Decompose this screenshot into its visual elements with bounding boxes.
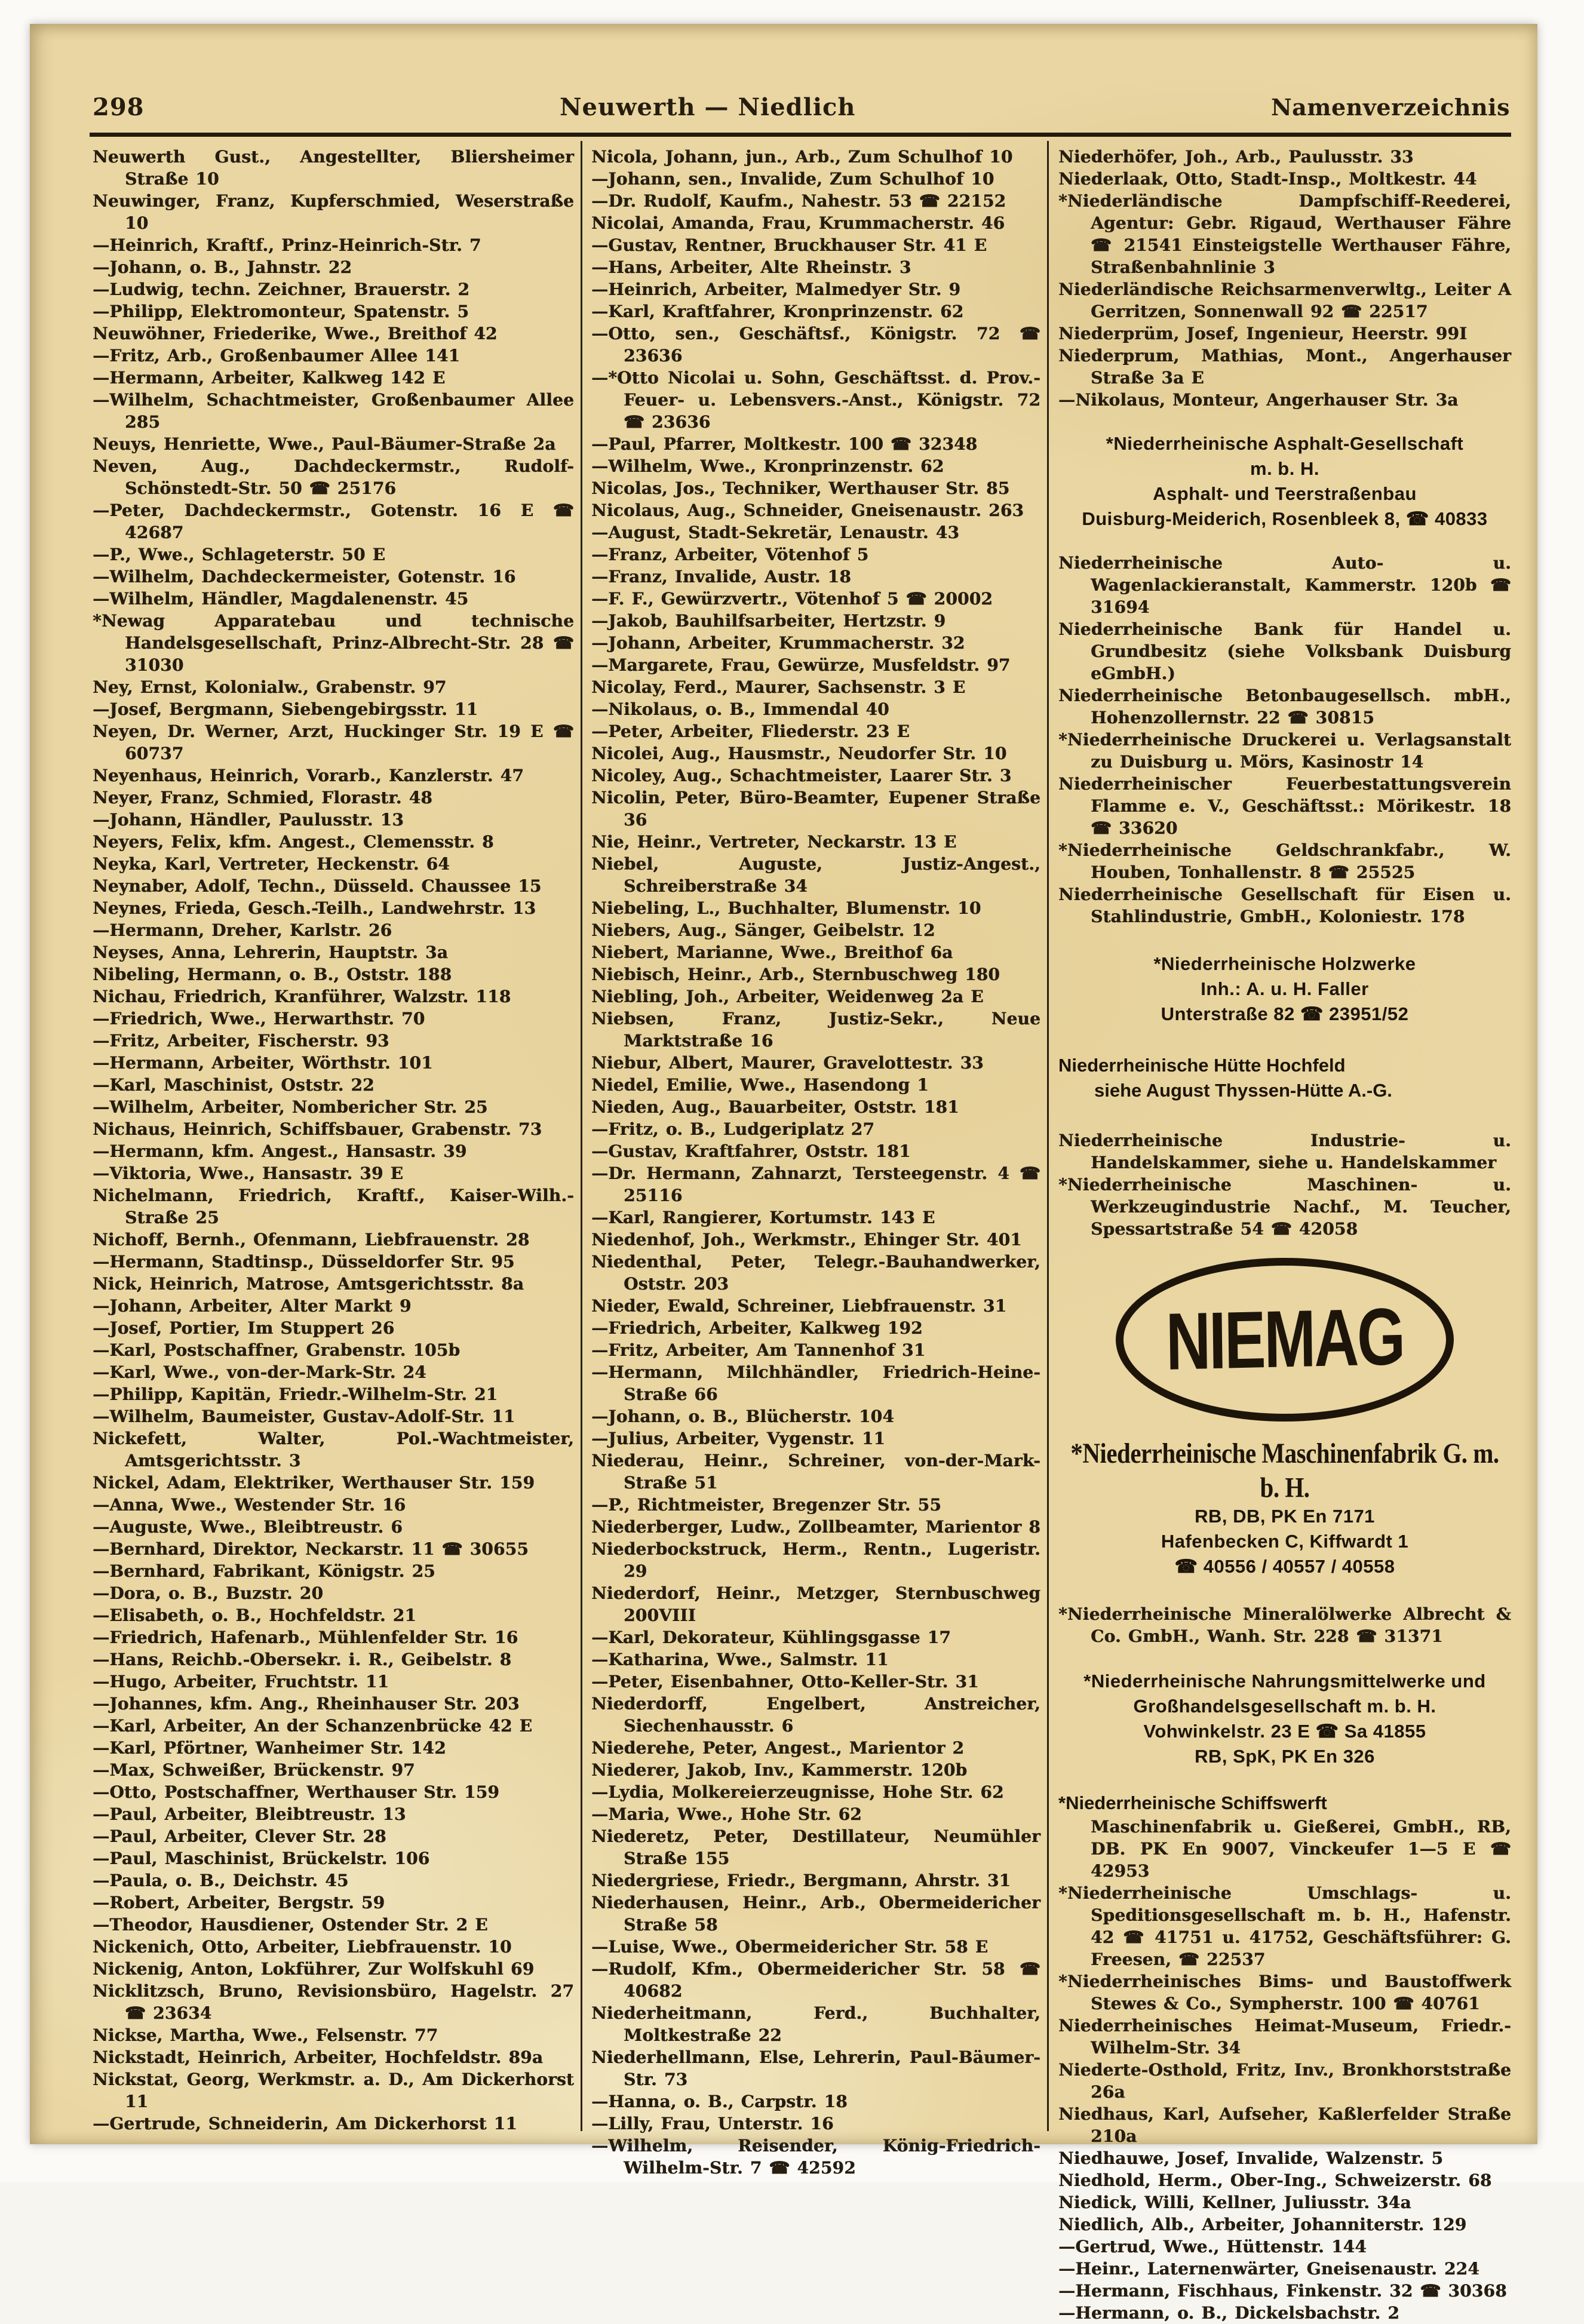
directory-entry: Neuwinger, Franz, Kupferschmied, Weserstraße 10 <box>93 191 574 233</box>
directory-entry: —Johann, Arbeiter, Krummacherstr. 32 <box>591 633 965 653</box>
directory-entry: —Gertrude, Schneiderin, Am Dickerhorst 11 <box>93 2114 517 2133</box>
ad-block-line: Unterstraße 82 ☎ 23951/52 <box>1161 1003 1409 1024</box>
spacer <box>1058 411 1511 431</box>
directory-entry: Neynes, Frieda, Gesch.-Teilh., Landwehrstr. 13 <box>93 898 536 918</box>
directory-entry: Niederrheinische Bank für Handel u. Grundbesitz (siehe Volksbank Duisburg eGmbH.) <box>1058 619 1511 683</box>
directory-entry: Nie, Heinr., Vertreter, Neckarstr. 13 E <box>591 832 957 852</box>
directory-entry: Neynaber, Adolf, Techn., Düsseld. Chaussee 15 <box>93 876 542 896</box>
ad-block <box>1058 1669 1511 1769</box>
directory-entry: —Paul, Arbeiter, Bleibtreustr. 13 <box>93 1804 406 1824</box>
directory-entry: Nicolaus, Aug., Schneider, Gneisenaustr. 263 <box>591 501 1024 520</box>
directory-entry: —Dora, o. B., Buzstr. 20 <box>93 1583 324 1603</box>
ad-block <box>1058 1053 1511 1103</box>
spacer <box>1058 1579 1511 1603</box>
ad-block-line: siehe August Thyssen-Hütte A.-G. <box>1094 1080 1392 1101</box>
directory-entry: Niederhöfer, Joh., Arb., Paulusstr. 33 <box>1058 147 1414 167</box>
directory-entry: Niedenhof, Joh., Werkmstr., Ehinger Str. 401 <box>591 1230 1022 1250</box>
directory-entry: Nickse, Martha, Wwe., Felsenstr. 77 <box>93 2025 438 2045</box>
directory-entry: Niederrheinische Betonbaugesellsch. mbH., Hohenzollernstr. 22 ☎ 30815 <box>1058 686 1511 727</box>
directory-column-2 <box>591 146 1040 2179</box>
directory-entry: —P., Richtmeister, Bregenzer Str. 55 <box>591 1495 941 1515</box>
spacer <box>1058 1769 1511 1791</box>
directory-entry: —Hermann, Dreher, Karlstr. 26 <box>93 920 392 940</box>
directory-entry: Nickefett, Walter, Pol.-Wachtmeister, Amtsgerichtsstr. 3 <box>93 1429 574 1470</box>
directory-entry: *Niederländische Dampfschiff-Reederei, Agentur: Gebr. Rigaud, Werthauser Fähre ☎ 21541 Einsteigstelle Werthauser Fähre, Straßenbahnlinie 3 <box>1058 191 1511 277</box>
directory-entry: Neyka, Karl, Vertreter, Heckenstr. 64 <box>93 854 450 874</box>
ad-block-line: RB, DB, PK En 7171 <box>1195 1506 1375 1527</box>
directory-entry: —Karl, Dekorateur, Kühlingsgasse 17 <box>591 1628 951 1647</box>
directory-entry: Nick, Heinrich, Matrose, Amtsgerichtsstr. 8a <box>93 1274 524 1294</box>
directory-entry: Niedlich, Alb., Arbeiter, Johanniterstr. 129 <box>1058 2215 1467 2234</box>
directory-entry: —Karl, Wwe., von-der-Mark-Str. 24 <box>93 1362 426 1382</box>
page-header <box>93 93 1510 124</box>
directory-entry: Neuwerth Gust., Angestellter, Bliersheimer Straße 10 <box>93 147 574 189</box>
directory-entry: —Karl, Arbeiter, An der Schanzenbrücke 42 E <box>93 1716 533 1736</box>
header-section-label: Namenverzeichnis <box>1270 94 1510 121</box>
directory-entry: —Peter, Arbeiter, Fliederstr. 23 E <box>591 722 910 741</box>
directory-entry: —Rudolf, Kfm., Obermeidericher Str. 58 ☎ 40682 <box>591 1959 1040 2001</box>
spacer <box>1058 1425 1511 1436</box>
directory-entry: —Theodor, Hausdiener, Ostender Str. 2 E <box>93 1915 488 1935</box>
directory-entry: —Dr. Rudolf, Kaufm., Nahestr. 53 ☎ 22152 <box>591 191 1006 211</box>
directory-entry: —Karl, Maschinist, Oststr. 22 <box>93 1075 374 1095</box>
directory-entry: —Wilhelm, Reisender, König-Friedrich-Wilhelm-Str. 7 ☎ 42592 <box>591 2136 1040 2178</box>
directory-entry: Nickenich, Otto, Arbeiter, Liebfrauenstr. 10 <box>93 1937 512 1957</box>
directory-entry: Niebisch, Heinr., Arb., Sternbuschweg 180 <box>591 965 1000 984</box>
directory-entry: *Niederrheinische Umschlags- u. Speditionsgesellschaft m. b. H., Hafenstr. 42 ☎ 41751 u. 41752, Geschäftsführer: G. Freesen, ☎ 22537 <box>1058 1883 1511 1969</box>
directory-entry: —August, Stadt-Sekretär, Lenaustr. 43 <box>591 523 960 542</box>
directory-entry: *Niederrheinische Druckerei u. Verlagsanstalt zu Duisburg u. Mörs, Kasinostr 14 <box>1058 730 1511 772</box>
directory-entry: —Karl, Postschaffner, Grabenstr. 105b <box>93 1340 461 1360</box>
ad-block-line: *Niederrheinische Holzwerke <box>1153 953 1416 974</box>
directory-entry: Niedergriese, Friedr., Bergmann, Ahrstr. 31 <box>591 1871 1011 1890</box>
directory-entry: —Heinrich, Arbeiter, Malmedyer Str. 9 <box>591 280 961 299</box>
directory-entry: —Katharina, Wwe., Salmstr. 11 <box>591 1650 889 1669</box>
directory-entry: —Elisabeth, o. B., Hochfeldstr. 21 <box>93 1605 417 1625</box>
directory-entry: —P., Wwe., Schlageterstr. 50 E <box>93 545 385 564</box>
directory-entry: —Peter, Eisenbahner, Otto-Keller-Str. 31 <box>591 1672 979 1691</box>
directory-entry: Neyen, Dr. Werner, Arzt, Huckinger Str. 19 E ☎ 60737 <box>93 722 574 763</box>
directory-entry: —Hanna, o. B., Carpstr. 18 <box>591 2092 848 2111</box>
directory-entry: —Johann, sen., Invalide, Zum Schulhof 10 <box>591 169 994 189</box>
directory-entry: —Hermann, Milchhändler, Friedrich-Heine-Straße 66 <box>591 1362 1040 1404</box>
directory-entry: Neyenhaus, Heinrich, Vorarb., Kanzlerstr. 47 <box>93 766 524 785</box>
directory-entry: —Bernhard, Fabrikant, Königstr. 25 <box>93 1561 435 1581</box>
directory-entry: Nichaus, Heinrich, Schiffsbauer, Grabenstr. 73 <box>93 1119 542 1139</box>
directory-entry: Nickenig, Anton, Lokführer, Zur Wolfskuhl 69 <box>93 1959 535 1979</box>
niemag-logo-oval <box>1116 1258 1454 1422</box>
directory-entry: —Max, Schweißer, Brückenstr. 97 <box>93 1760 415 1780</box>
ad-block <box>1058 951 1511 1027</box>
directory-entry: —Gustav, Rentner, Bruckhauser Str. 41 E <box>591 235 987 255</box>
directory-entry: —Franz, Arbeiter, Vötenhof 5 <box>591 545 869 564</box>
spacer <box>1058 1027 1511 1053</box>
directory-entry: *Niederrheinische Mineralölwerke Albrecht & Co. GmbH., Wanh. Str. 228 ☎ 31371 <box>1058 1604 1511 1646</box>
directory-entry: Niebur, Albert, Maurer, Gravelottestr. 33 <box>591 1053 984 1073</box>
directory-entry: Niedhaus, Karl, Aufseher, Kaßlerfelder Straße 210a <box>1058 2104 1511 2146</box>
directory-entry: —Fritz, Arbeiter, Fischerstr. 93 <box>93 1031 389 1051</box>
directory-entry: Neuys, Henriette, Wwe., Paul-Bäumer-Straße 2a <box>93 434 556 454</box>
directory-entry: Nichelmann, Friedrich, Kraftf., Kaiser-Wilh.-Straße 25 <box>93 1186 574 1227</box>
directory-entry: —Wilhelm, Schachtmeister, Großenbaumer Allee 285 <box>93 390 574 432</box>
directory-entry: Nicoley, Aug., Schachtmeister, Laarer Str. 3 <box>591 766 1012 785</box>
directory-entry: Niederländische Reichsarmenverwltg., Leiter A Gerritzen, Sonnenwall 92 ☎ 22517 <box>1058 280 1511 321</box>
directory-entry: —Jakob, Bauhilfsarbeiter, Hertzstr. 9 <box>591 611 946 631</box>
directory-entry: Nieden, Aug., Bauarbeiter, Oststr. 181 <box>591 1097 959 1117</box>
directory-entry: —Friedrich, Arbeiter, Kalkweg 192 <box>591 1318 923 1338</box>
directory-entry: —Johannes, kfm. Ang., Rheinhauser Str. 203 <box>93 1694 520 1714</box>
directory-column-3 <box>1058 146 1511 2324</box>
ad-block-line: Hafenbecken C, Kiffwardt 1 <box>1161 1531 1409 1552</box>
directory-entry: —Friedrich, Hafenarb., Mühlenfelder Str. 16 <box>93 1628 518 1647</box>
directory-entry: —Bernhard, Direktor, Neckarstr. 11 ☎ 30655 <box>93 1539 529 1559</box>
page-number: 298 <box>93 93 145 121</box>
directory-entry: —Johann, Arbeiter, Alter Markt 9 <box>93 1296 412 1316</box>
directory-entry: Maschinenfabrik u. Gießerei, GmbH., RB, DB. PK En 9007, Vinckeufer 1—5 E ☎ 42953 <box>1091 1817 1511 1881</box>
directory-entry: Neuwöhner, Friederike, Wwe., Breithof 42 <box>93 324 498 343</box>
directory-entry: —Margarete, Frau, Gewürze, Musfeldstr. 97 <box>591 655 1011 675</box>
directory-entry: —Hermann, Arbeiter, Wörthstr. 101 <box>93 1053 433 1073</box>
directory-entry: —Paul, Pfarrer, Moltkestr. 100 ☎ 32348 <box>591 434 978 454</box>
directory-entry: —Luise, Wwe., Obermeidericher Str. 58 E <box>591 1937 989 1957</box>
directory-entry: —Wilhelm, Wwe., Kronprinzenstr. 62 <box>591 456 944 476</box>
directory-entry: Nibeling, Hermann, o. B., Oststr. 188 <box>93 965 452 984</box>
header-title: Neuwerth — Niedlich <box>559 93 856 121</box>
niemag-logo <box>1058 1258 1511 1422</box>
directory-entry: —Philipp, Elektromonteur, Spatenstr. 5 <box>93 302 469 321</box>
directory-entry: Niederberger, Ludw., Zollbeamter, Marientor 8 <box>591 1517 1040 1537</box>
directory-entry: Niederprum, Mathias, Mont., Angerhauser Straße 3a E <box>1058 346 1511 388</box>
directory-entry: —Lilly, Frau, Unterstr. 16 <box>591 2114 834 2133</box>
ad-block-title: *Niederrheinische Maschinenfabrik G. m. b. H. <box>1070 1437 1499 1503</box>
directory-entry: —Heinr., Laternenwärter, Gneisenaustr. 224 <box>1058 2259 1479 2279</box>
directory-entry: —Josef, Bergmann, Siebengebirgsstr. 11 <box>93 699 478 719</box>
directory-entry: Niederehe, Peter, Angest., Marientor 2 <box>591 1738 965 1758</box>
directory-entry: Niederprüm, Josef, Ingenieur, Heerstr. 99I <box>1058 324 1468 343</box>
directory-entry: Niederrheinische Gesellschaft für Eisen u. Stahlindustrie, GmbH., Koloniestr. 178 <box>1058 885 1511 926</box>
directory-entry: Neyers, Felix, kfm. Angest., Clemensstr. 8 <box>93 832 494 852</box>
directory-entry: —Johann, Händler, Paulusstr. 13 <box>93 810 404 830</box>
directory-entry: Niederheitmann, Ferd., Buchhalter, Moltkestraße 22 <box>591 2003 1040 2045</box>
ad-block-line: *Niederrheinische Nahrungsmittelwerke und <box>1083 1671 1486 1691</box>
directory-entry: —Lydia, Molkereierzeugnisse, Hohe Str. 62 <box>591 1782 1004 1802</box>
directory-entry: Niederrheinischer Feuerbestattungsverein Flamme e. V., Geschäftsst.: Mörikestr. 18 ☎ 33620 <box>1058 774 1511 838</box>
spacer <box>1058 1647 1511 1669</box>
directory-entry: Niebers, Aug., Sänger, Geibelstr. 12 <box>591 920 935 940</box>
directory-entry: *Niederrheinische Geldschrankfabr., W. Houben, Tonhallenstr. 8 ☎ 25525 <box>1058 840 1511 882</box>
directory-entry: —Peter, Dachdeckermstr., Gotenstr. 16 E ☎ 42687 <box>93 501 574 542</box>
directory-entry: Niedhauwe, Josef, Invalide, Walzenstr. 5 <box>1058 2148 1444 2168</box>
ad-block-line: m. b. H. <box>1250 458 1319 479</box>
directory-entry: —Friedrich, Wwe., Herwarthstr. 70 <box>93 1009 425 1029</box>
directory-entry: Niedick, Willi, Kellner, Juliusstr. 34a <box>1058 2193 1411 2212</box>
directory-entry: —Hermann, o. B., Dickelsbachstr. 2 <box>1058 2303 1399 2323</box>
directory-entry: —Paula, o. B., Deichstr. 45 <box>93 1871 349 1890</box>
directory-entry: Niederte-Osthold, Fritz, Inv., Bronkhorststraße 26a <box>1058 2060 1511 2102</box>
directory-entry: Niederrheinische Industrie- u. Handelskammer, siehe u. Handelskammer <box>1058 1131 1511 1172</box>
directory-entry: Nicola, Johann, jun., Arb., Zum Schulhof 10 <box>591 147 1013 167</box>
ad-block-line: Inh.: A. u. H. Faller <box>1201 978 1369 999</box>
directory-entry: Nickstadt, Heinrich, Arbeiter, Hochfeldstr. 89a <box>93 2047 544 2067</box>
directory-entry: Neyses, Anna, Lehrerin, Hauptstr. 3a <box>93 943 448 962</box>
directory-entry: —Johann, o. B., Jahnstr. 22 <box>93 257 352 277</box>
ad-block-line: ☎ 40556 / 40557 / 40558 <box>1174 1556 1395 1577</box>
directory-entry: —*Otto Nicolai u. Sohn, Geschäftsst. d. Prov.-Feuer- u. Lebensvers.-Anst., Königstr. 72 ☎ 23636 <box>591 368 1040 432</box>
directory-entry: —Fritz, Arbeiter, Am Tannenhof 31 <box>591 1340 926 1360</box>
directory-entry: Neven, Aug., Dachdeckermstr., Rudolf-Schönstedt-Str. 50 ☎ 25176 <box>93 456 574 498</box>
directory-entry: —Fritz, o. B., Ludgeriplatz 27 <box>591 1119 875 1139</box>
directory-entry: Niebsen, Franz, Justiz-Sekr., Neue Marktstraße 16 <box>591 1009 1040 1051</box>
directory-entry: Ney, Ernst, Kolonialw., Grabenstr. 97 <box>93 677 447 697</box>
directory-entry: —Hans, Reichb.-Obersekr. i. R., Geibelstr. 8 <box>93 1650 512 1669</box>
directory-entry: —Wilhelm, Baumeister, Gustav-Adolf-Str. 11 <box>93 1407 515 1426</box>
paper-sheet <box>30 24 1537 2323</box>
directory-entry: Nickstat, Georg, Werkmstr. a. D., Am Dickerhorst 11 <box>93 2070 574 2111</box>
directory-entry: Niedel, Emilie, Wwe., Hasendong 1 <box>591 1075 929 1095</box>
directory-entry: —Hermann, Arbeiter, Kalkweg 142 E <box>93 368 446 388</box>
directory-entry: Nichau, Friedrich, Kranführer, Walzstr. 118 <box>93 987 511 1006</box>
directory-entry: Niederetz, Peter, Destillateur, Neumühler Straße 155 <box>591 1826 1040 1868</box>
directory-entry: —F. F., Gewürzvertr., Vötenhof 5 ☎ 20002 <box>591 589 993 609</box>
directory-entry: —Philipp, Kapitän, Friedr.-Wilhelm-Str. 21 <box>93 1384 498 1404</box>
directory-entry: —Dr. Hermann, Zahnarzt, Tersteegenstr. 4 ☎ 25116 <box>591 1163 1040 1205</box>
directory-entry: —Hermann, Fischhaus, Finkenstr. 32 ☎ 30368 <box>1058 2281 1507 2301</box>
directory-entry: Nicolin, Peter, Büro-Beamter, Eupener Straße 36 <box>591 788 1040 830</box>
ad-block <box>1058 1504 1511 1579</box>
directory-entry: —Auguste, Wwe., Bleibtreustr. 6 <box>93 1517 403 1537</box>
directory-entry: —Paul, Arbeiter, Clever Str. 28 <box>93 1826 386 1846</box>
directory-entry: Niederlaak, Otto, Stadt-Insp., Moltkestr. 44 <box>1058 169 1477 189</box>
directory-entry: Nicolei, Aug., Hausmstr., Neudorfer Str. 10 <box>591 744 1007 763</box>
directory-entry: Niederrheinisches Heimat-Museum, Friedr.-Wilhelm-Str. 34 <box>1058 2016 1511 2058</box>
directory-entry: Niebel, Auguste, Justiz-Angest., Schreiberstraße 34 <box>591 854 1040 896</box>
directory-entry: *Niederrheinische Maschinen- u. Werkzeugindustrie Nachf., M. Teucher, Spessartstraße 54 ☎ 42058 <box>1058 1175 1511 1239</box>
directory-entry: —Karl, Pförtner, Wanheimer Str. 142 <box>93 1738 446 1758</box>
column-divider-2 <box>1047 141 1049 2131</box>
ad-block-line: RB, SpK, PK En 326 <box>1195 1746 1375 1767</box>
directory-entry: Niederhausen, Heinr., Arb., Obermeidericher Straße 58 <box>591 1893 1040 1935</box>
column-divider-1 <box>581 141 582 2131</box>
directory-entry: —Gertrud, Wwe., Hüttenstr. 144 <box>1058 2237 1367 2257</box>
directory-entry: —Heinrich, Kraftf., Prinz-Heinrich-Str. 7 <box>93 235 481 255</box>
directory-entry: Niederdorff, Engelbert, Anstreicher, Siechenhausstr. 6 <box>591 1694 1040 1736</box>
directory-entry: Niederdorf, Heinr., Metzger, Sternbuschweg 200VIII <box>591 1583 1040 1625</box>
ad-block-line: Duisburg-Meiderich, Rosenbleek 8, ☎ 40833 <box>1082 508 1488 529</box>
ad-block-line: *Niederrheinische Schiffswerft <box>1058 1792 1327 1813</box>
ad-block-line: Großhandelsgesellschaft m. b. H. <box>1133 1696 1436 1717</box>
directory-entry: Nicolas, Jos., Techniker, Werthauser Str. 85 <box>591 478 1010 498</box>
ad-block-line: Niederrheinische Hütte Hochfeld <box>1058 1055 1346 1076</box>
directory-entry: —Paul, Maschinist, Brückelstr. 106 <box>93 1849 430 1868</box>
directory-entry: —Anna, Wwe., Westender Str. 16 <box>93 1495 406 1515</box>
spacer <box>1058 1103 1511 1129</box>
directory-entry: Niederbockstruck, Herm., Rentn., Lugeristr. 29 <box>591 1539 1040 1581</box>
spacer <box>1058 1240 1511 1254</box>
directory-entry: Niebert, Marianne, Wwe., Breithof 6a <box>591 943 953 962</box>
niemag-logo-text: NIEMAG <box>1165 1291 1404 1387</box>
directory-entry: Niebeling, L., Buchhalter, Blumenstr. 10 <box>591 898 981 918</box>
directory-entry: —Maria, Wwe., Hohe Str. 62 <box>591 1804 862 1824</box>
directory-entry: —Nikolaus, o. B., Immendal 40 <box>591 699 889 719</box>
directory-entry: —Johann, o. B., Blücherstr. 104 <box>591 1407 894 1426</box>
directory-entry: —Wilhelm, Arbeiter, Nombericher Str. 25 <box>93 1097 488 1117</box>
directory-entry: Nicolai, Amanda, Frau, Krummacherstr. 46 <box>591 213 1005 233</box>
directory-entry: —Hugo, Arbeiter, Fruchtstr. 11 <box>93 1672 389 1691</box>
directory-entry: Niederer, Jakob, Inv., Kammerstr. 120b <box>591 1760 968 1780</box>
directory-entry: —Hermann, Stadtinsp., Düsseldorfer Str. 95 <box>93 1252 515 1272</box>
directory-entry: —Wilhelm, Händler, Magdalenenstr. 45 <box>93 589 469 609</box>
header-rule <box>90 133 1511 137</box>
directory-entry: —Wilhelm, Dachdeckermeister, Gotenstr. 16 <box>93 567 516 587</box>
directory-entry: Niederau, Heinr., Schreiner, von-der-Mark-Straße 51 <box>591 1451 1040 1493</box>
directory-entry: —Otto, sen., Geschäftsf., Königstr. 72 ☎ 23636 <box>591 324 1040 366</box>
directory-entry: —Viktoria, Wwe., Hansastr. 39 E <box>93 1163 404 1183</box>
directory-entry: —Robert, Arbeiter, Bergstr. 59 <box>93 1893 385 1912</box>
directory-entry: Nichoff, Bernh., Ofenmann, Liebfrauenstr. 28 <box>93 1230 530 1250</box>
directory-entry: Nicolay, Ferd., Maurer, Sachsenstr. 3 E <box>591 677 966 697</box>
directory-entry: Nieder, Ewald, Schreiner, Liebfrauenstr. 31 <box>591 1296 1007 1316</box>
directory-entry: —Ludwig, techn. Zeichner, Brauerstr. 2 <box>93 280 470 299</box>
directory-entry: *Niederrheinisches Bims- und Baustoffwerk Stewes & Co., Sympherstr. 100 ☎ 40761 <box>1058 1972 1511 2013</box>
ad-block-line: Asphalt- und Teerstraßenbau <box>1153 483 1417 504</box>
directory-entry: —Hans, Arbeiter, Alte Rheinstr. 3 <box>591 257 911 277</box>
directory-entry: Niedenthal, Peter, Telegr.-Bauhandwerker, Oststr. 203 <box>591 1252 1040 1294</box>
directory-entry: —Hermann, kfm. Angest., Hansastr. 39 <box>93 1141 467 1161</box>
directory-entry: Niederrheinische Auto- u. Wagenlackieranstalt, Kammerstr. 120b ☎ 31694 <box>1058 553 1511 617</box>
ad-block <box>1058 431 1511 532</box>
directory-entry: —Gustav, Kraftfahrer, Oststr. 181 <box>591 1141 911 1161</box>
directory-entry: —Franz, Invalide, Austr. 18 <box>591 567 851 587</box>
spacer <box>1058 532 1511 552</box>
directory-entry: —Karl, Kraftfahrer, Kronprinzenstr. 62 <box>591 302 964 321</box>
ad-block-line: *Niederrheinische Asphalt-Gesellschaft <box>1106 433 1464 454</box>
directory-entry: —Josef, Portier, Im Stuppert 26 <box>93 1318 395 1338</box>
directory-entry: Niebling, Joh., Arbeiter, Weidenweg 2a E <box>591 987 984 1006</box>
ad-block-line: Vohwinkelstr. 23 E ☎ Sa 41855 <box>1143 1721 1426 1742</box>
ad-block <box>1058 1791 1511 1816</box>
directory-entry: Nicklitzsch, Bruno, Revisionsbüro, Hagelstr. 27 ☎ 23634 <box>93 1981 574 2023</box>
directory-entry: —Fritz, Arb., Großenbaumer Allee 141 <box>93 346 461 366</box>
directory-entry: *Newag Apparatebau und technische Handelsgesellschaft, Prinz-Albrecht-Str. 28 ☎ 31030 <box>93 611 574 675</box>
directory-entry: Niedhold, Herm., Ober-Ing., Schweizerstr. 68 <box>1058 2171 1492 2190</box>
directory-entry: —Julius, Arbeiter, Vygenstr. 11 <box>591 1429 886 1448</box>
directory-entry: —Nikolaus, Monteur, Angerhauser Str. 3a <box>1058 390 1459 410</box>
directory-column-1 <box>93 146 574 2135</box>
spacer <box>1058 928 1511 951</box>
directory-entry: —Karl, Rangierer, Kortumstr. 143 E <box>591 1208 935 1227</box>
directory-entry: Niederhellmann, Else, Lehrerin, Paul-Bäumer-Str. 73 <box>591 2047 1040 2089</box>
directory-entry: Neyer, Franz, Schmied, Florastr. 48 <box>93 788 432 808</box>
directory-entry: Nickel, Adam, Elektriker, Werthauser Str. 159 <box>93 1473 535 1493</box>
directory-entry: —Otto, Postschaffner, Werthauser Str. 159 <box>93 1782 499 1802</box>
